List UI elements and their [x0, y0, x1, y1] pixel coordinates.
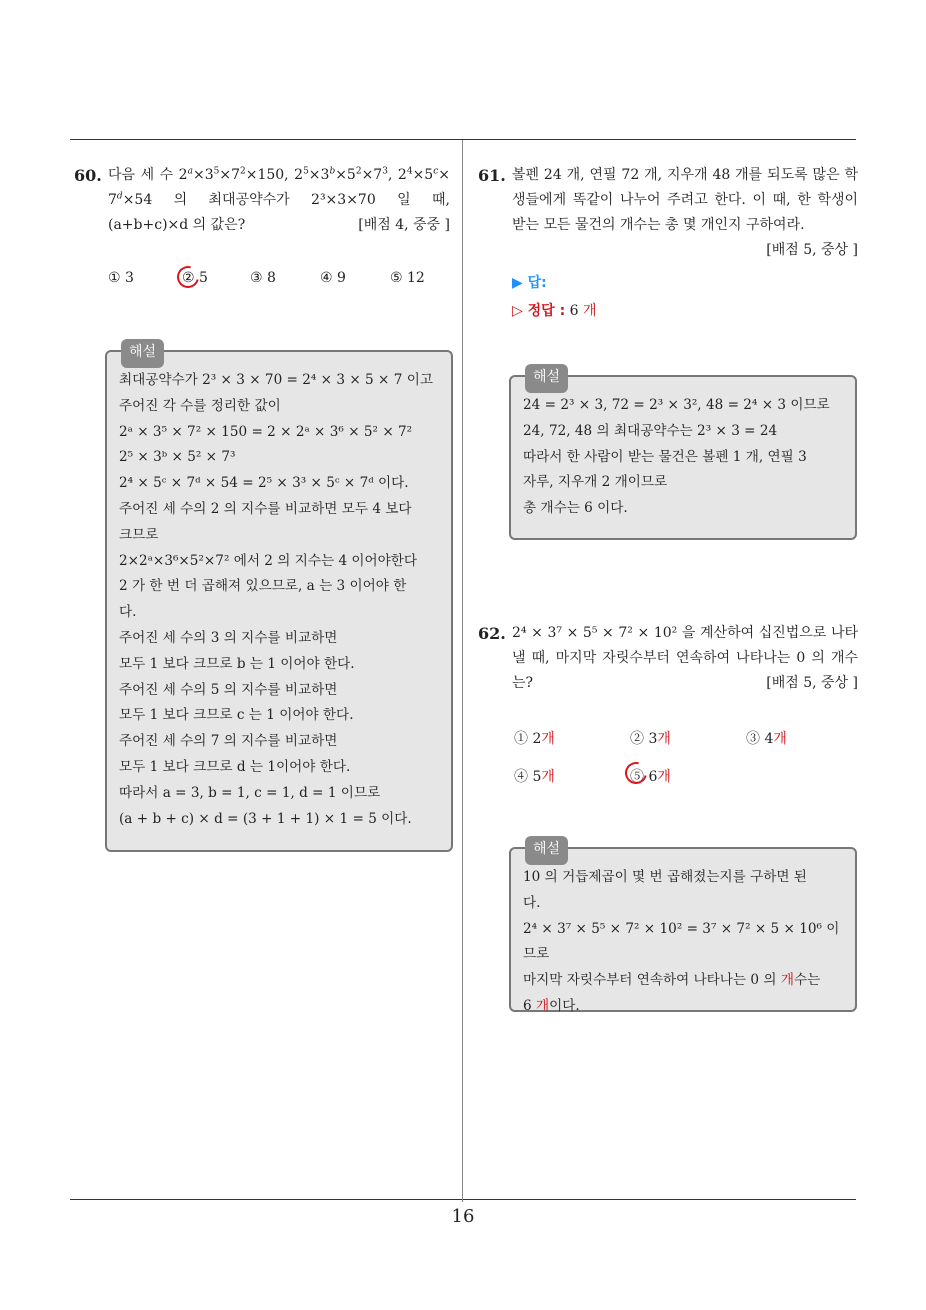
solution-line: 주어진 각 수를 정리한 값이	[119, 397, 281, 414]
top-rule	[70, 139, 856, 140]
solution-line: 모두 1 보다 크므로 d 는 1이어야 한다.	[119, 758, 351, 775]
solution-line: 주어진 세 수의 7 의 지수를 비교하면	[119, 733, 338, 750]
solution-line: 크므로	[119, 526, 159, 543]
question-text: 볼펜 24 개, 연필 72 개, 지우개 48 개를 되도록 많은 학생들에게 똑같이 나누어 주려고 한다. 이 때, 한 학생이 받는 모든 물건의 개수는 총 몇 개인지 구하여라.	[512, 167, 858, 233]
selected-circle-icon	[173, 262, 203, 292]
page-number: 16	[451, 1206, 475, 1227]
question-meta: [배점 4, 중중 ]	[358, 217, 450, 233]
choice-1[interactable]: ① 3	[108, 270, 134, 286]
solution-tag: 해설	[121, 339, 164, 368]
correct-value: 6	[569, 303, 579, 319]
solution-line: 2⁴ × 5ᶜ × 7ᵈ × 54 = 2⁵ × 3³ × 5ᶜ × 7ᵈ 이다.	[119, 475, 409, 492]
question-62	[478, 621, 858, 696]
q62-solution-box	[509, 841, 857, 1014]
question-number: 60.	[74, 166, 102, 185]
q60-choices	[108, 270, 448, 290]
solution-line: 24 = 2³ × 3, 72 = 2³ × 3², 48 = 2⁴ × 3 이므로	[523, 397, 830, 413]
question-text: 2⁴ × 3⁷ × 5⁵ × 7² × 10² 을 계산하여 십진법으로 나타낼 때, 마지막 자릿수부터 연속하여 나타나는 0 의 개수는?	[512, 625, 858, 691]
choice-2[interactable]: ② 3개	[630, 731, 671, 747]
selected-circle-icon	[621, 758, 651, 788]
question-text: 다음 세 수 $2^a\times 3^5\times 7^2\times 150$, $2^5\times 3^b\times 5^2\times 7^3$, $2^4\times 5^c\times 7^d\times 54$ 의 최대공약수가 2³×3×70 일 때, (a+b+c)×d 의 값은? [배점 4, 중중 ]	[108, 163, 450, 238]
correct-label: ▷ 정답 :	[512, 303, 566, 319]
bottom-rule	[70, 1199, 856, 1200]
choice-2[interactable]: ② 5	[182, 270, 208, 286]
solution-line: 주어진 세 수의 3 의 지수를 비교하면	[119, 629, 338, 646]
solution-line: 6 개이다.	[523, 997, 580, 1014]
q61-correct-line	[512, 300, 597, 320]
solution-line: 자루, 지우개 2 개이므로	[523, 474, 668, 491]
solution-line: 2ᵃ × 3⁵ × 7² × 150 = 2 × 2ᵃ × 3⁶ × 5² × 7²	[119, 423, 413, 440]
choice-4[interactable]: ④ 5개	[514, 769, 555, 785]
choice-4[interactable]: ④ 9	[320, 270, 346, 286]
choice-3[interactable]: ③ 8	[250, 270, 276, 286]
solution-line: 다.	[119, 604, 137, 621]
q61-solution-box	[509, 369, 857, 540]
q60-solution-box	[105, 344, 453, 852]
solution-line: 다.	[523, 894, 541, 911]
correct-unit: 개	[583, 303, 597, 319]
solution-line: 모두 1 보다 크므로 c 는 1 이어야 한다.	[119, 707, 354, 724]
solution-line: 24, 72, 48 의 최대공약수는 2³ × 3 = 24	[523, 422, 778, 439]
question-number: 62.	[478, 624, 506, 643]
column-divider	[462, 140, 463, 1202]
solution-line: 2 가 한 번 더 곱해져 있으므로, a 는 3 이어야 한	[119, 578, 407, 595]
question-number: 61.	[478, 166, 506, 185]
solution-line: 2×2ᵃ×3⁶×5²×7² 에서 2 의 지수는 4 이어야한다	[119, 552, 418, 569]
question-meta: [배점 5, 중상 ]	[766, 242, 858, 258]
solution-line: 최대공약수가 2³ × 3 × 70 = 2⁴ × 3 × 5 × 7 이고	[119, 372, 433, 388]
q62-choices	[514, 728, 854, 788]
solution-line: 2⁴ × 3⁷ × 5⁵ × 7² × 10² = 3⁷ × 7² × 5 × 10⁶ 이므로	[523, 920, 840, 963]
solution-line: 주어진 세 수의 5 의 지수를 비교하면	[119, 681, 338, 698]
choice-1[interactable]: ① 2개	[514, 731, 555, 747]
solution-line: 총 개수는 6 이다.	[523, 500, 628, 517]
choice-3[interactable]: ③ 4개	[746, 731, 787, 747]
solution-tag: 해설	[525, 836, 568, 865]
solution-line: 따라서 한 사람이 받는 물건은 볼펜 1 개, 연필 3	[523, 448, 807, 465]
q61-answer-line	[512, 272, 547, 292]
question-61	[478, 163, 858, 263]
solution-line: 마지막 자릿수부터 연속하여 나타나는 0 의 개수는	[523, 972, 821, 989]
choice-5[interactable]: ⑤ 12	[390, 270, 425, 286]
solution-tag: 해설	[525, 364, 568, 393]
solution-line: 주어진 세 수의 2 의 지수를 비교하면 모두 4 보다	[119, 500, 412, 517]
solution-line: 2⁵ × 3ᵇ × 5² × 7³	[119, 449, 236, 466]
solution-line: 10 의 거듭제곱이 몇 번 곱해졌는지를 구하면 된	[523, 869, 807, 885]
question-meta: [배점 5, 중상 ]	[766, 675, 858, 691]
question-60	[74, 163, 450, 238]
solution-line: (a + b + c) × d = (3 + 1 + 1) × 1 = 5 이다.	[119, 810, 412, 827]
answer-label: ▶ 답:	[512, 275, 547, 291]
solution-line: 따라서 a = 3, b = 1, c = 1, d = 1 이므로	[119, 784, 381, 801]
choice-5[interactable]: ⑤ 6개	[630, 766, 671, 786]
solution-line: 모두 1 보다 크므로 b 는 1 이어야 한다.	[119, 655, 355, 672]
